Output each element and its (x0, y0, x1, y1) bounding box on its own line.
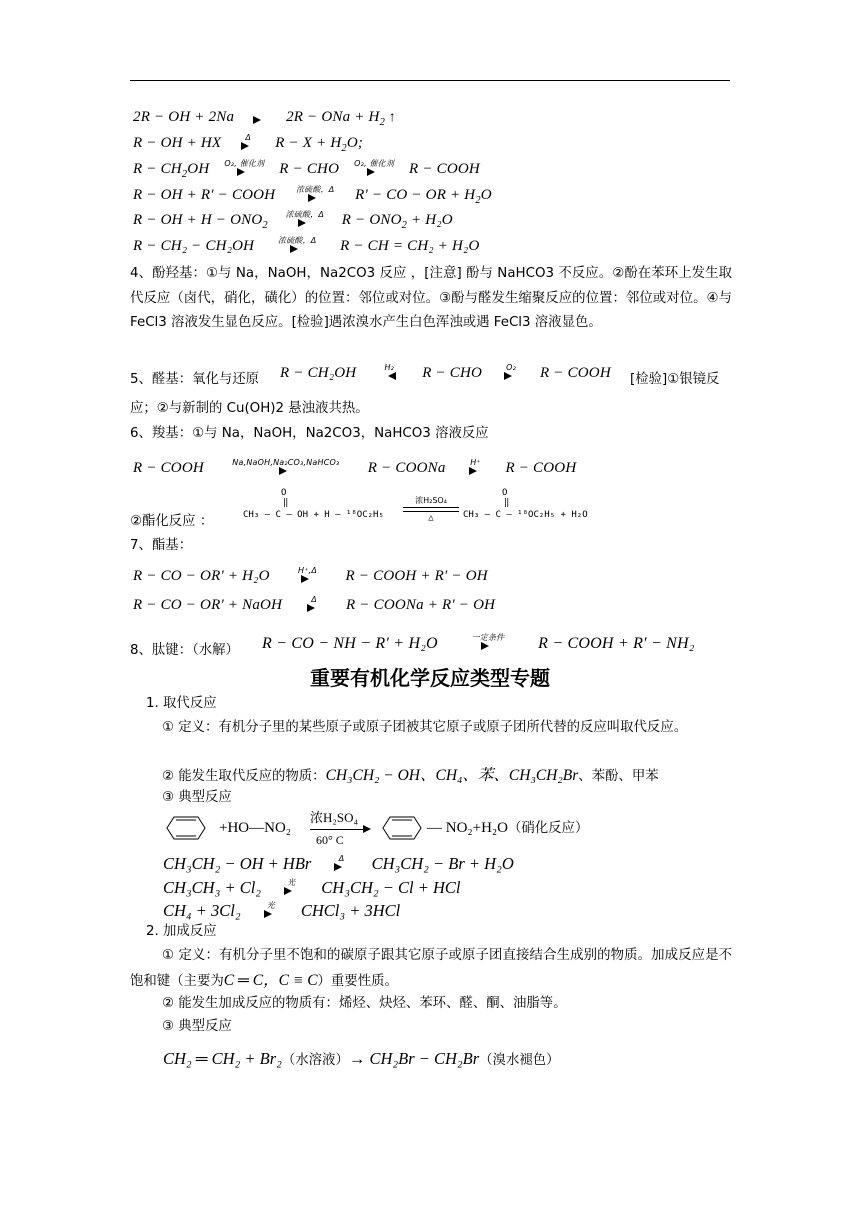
ester-right: CH₃ — C — ¹⁸OC₂H₅ + H₂O (463, 510, 588, 520)
addition-equation: CH₂ ═ CH₂ + Br₂（水溶液）→ CH₂Br − CH₂Br（溴水褪色） (163, 1049, 560, 1068)
equation-alcohol-hx: R − OH + HX Δ $R - X + H_2O$; (133, 132, 364, 154)
equation-alcohol-elimination: R − CH₂ − CH₂OH 浓硫酸，Δ R − CH = CH₂ + H₂O (133, 235, 480, 254)
double-bond-left: ‖ (283, 498, 289, 508)
equilibrium-arrow-top (403, 507, 459, 508)
equation-alcohol-sodium: 2R − OH + 2Na 2R − ONa + $H_2$ ↑ (133, 109, 396, 128)
double-bond-right: ‖ (504, 498, 510, 508)
peptide-equation: R − CO − NH − R′ + H₂O 一定条件 R − COOH + R′ − NH₂ (262, 633, 695, 652)
ester-hydrolysis-acid: R − CO − OR′ + H₂O H⁺,Δ R − COOH + R′ − OH (133, 565, 488, 584)
substitution-definition: ① 定义：有机分子里的某些原子或原子团被其它原子或原子团所代替的反应叫取代反应。 (162, 720, 688, 735)
header-rule (130, 80, 730, 81)
equation-alcohol-esterification: R − OH + R′ − COOH 浓硫酸，Δ R′ − CO − OR + $H_2O$ (133, 184, 492, 206)
addition-heading: 2. 加成反应 (146, 924, 217, 939)
substitution-eq-chlorination-methane: CH₄ + 3Cl₂ 光 CHCl₃ + 3HCl (163, 901, 401, 920)
benzene-ring-product-icon (382, 816, 422, 840)
aldehyde-check-cont: 应；②与新制的 Cu(OH)2 悬浊液共热。 (130, 401, 369, 416)
aldehyde-equation: R − CH₂OH H₂ R − CHO O₂ R − COOH (280, 362, 611, 381)
esterification-label: ②酯化反应 ： (130, 514, 214, 529)
addition-typical: ③ 典型反应 (162, 1019, 232, 1034)
section-title: 重要有机化学反应类型专题 (310, 666, 550, 690)
ester-hydrolysis-base: R − CO − OR′ + NaOH Δ R − COONa + R′ − OH (133, 594, 496, 613)
ester-cond-top: 浓H₂SO₄ (415, 496, 447, 505)
nitration-arrowhead (363, 825, 371, 833)
benzene-ring-icon (166, 816, 206, 840)
substitution-heading: 1. 取代反应 (146, 696, 217, 711)
nitration-product: — NO₂+H₂O（硝化反应） (427, 820, 589, 836)
addition-definition: ① 定义：有机分子里不饱和的碳原子跟其它原子或原子团直接结合生成别的物质。加成反应是不饱和键（主要为C ═ C，C ≡ C）重要性质。 (130, 948, 732, 989)
substitution-substances: ② 能发生取代反应的物质：CH₃CH₂ − OH、CH₄、苯、CH₃CH₂Br、苯酚、甲苯 (162, 767, 659, 784)
carbonyl-oxygen-right: O (502, 488, 508, 498)
equilibrium-arrow-bottom (403, 511, 459, 512)
aldehyde-check: [检验]①银镜反 (630, 372, 720, 387)
nitration-cond-top: 浓H₂SO₄ (310, 810, 359, 825)
phenol-paragraph: 4、酚羟基：①与 Na，NaOH，Na2CO3 反应 ，[注意] 酚与 NaHCO3 不反应。②酚在苯环上发生取代反应（卤代，硝化，磺化）的位置：邻位或对位。③酚与醛发生缩聚反应的位置：邻位或对位。④与 FeCl3 溶液发生显色反应。[检验]遇浓溴水产生白色浑浊或遇 FeCl3 溶液显色。 (130, 266, 732, 330)
ester-cond-bottom: △ (428, 513, 434, 523)
nitration-cond-bottom: 60° C (316, 833, 344, 847)
ester-left: CH₃ — C — OH + H — ¹⁸OC₂H₅ (243, 510, 384, 520)
substitution-typical: ③ 典型反应 (162, 790, 232, 805)
carboxyl-equation: R − COOH Na,NaOH,Na₂CO₃,NaHCO₃ R − COONa H⁺ R − COOH (133, 457, 577, 476)
nitration-reagent: +HO—NO₂ (219, 820, 292, 836)
ester-group-label: 7、酯基： (130, 538, 193, 553)
aldehyde-label: 5、醛基：氧化与还原 (130, 372, 260, 387)
addition-substances: ② 能发生加成反应的物质有：烯烃、炔烃、苯环、醛、酮、油脂等。 (162, 996, 567, 1011)
substitution-eq-hbr: CH₃CH₂ − OH + HBr Δ CH₃CH₂ − Br + H₂O (163, 854, 514, 873)
peptide-label: 8、肽键：（水解） (130, 643, 239, 658)
carboxyl-label: 6、羧基：①与 Na，NaOH，Na2CO3，NaHCO3 溶液反应 (130, 426, 489, 441)
carbonyl-oxygen-left: O (281, 488, 287, 498)
equation-alcohol-nitrate: R − OH + $H - ONO_2$ 浓硫酸，Δ $R - ONO_2 + H_2O$ (133, 209, 453, 231)
substitution-eq-chlorination-ethane: CH₃CH₃ + Cl₂ 光 CH₃CH₂ − Cl + HCl (163, 878, 461, 897)
equation-alcohol-oxidation: $R - CH_2OH$ O₂, 催化剂 R − CHO O₂, 催化剂 R − COOH (133, 158, 480, 180)
